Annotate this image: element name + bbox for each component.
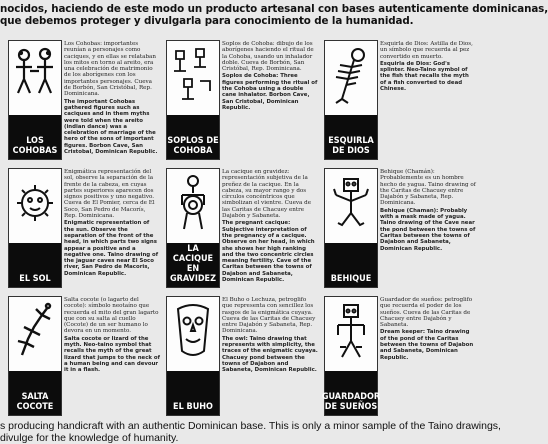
card-label: EL SOL: [9, 243, 61, 287]
card-el-sol: [5, 168, 161, 296]
card-image: [166, 168, 220, 288]
three-figures-drawing-icon: [170, 45, 216, 107]
card-text-en: Dream keeper: Taino drawing of the pond of the Caritas between the towns of Dajabon and Sabaneta, Dominican Republic.: [380, 329, 474, 361]
card-esquirla-de-dios: [321, 40, 477, 168]
pregnant-figure-icon: [170, 173, 216, 235]
card-text: [380, 297, 476, 423]
card-text-en: Esquirla de Dios: God's splinter. Neo-Taino symbol of the fish that recalls the myth of a fish converted to dead Chinese.: [380, 60, 469, 93]
card-label: EL BUHO: [167, 371, 219, 415]
header-line-1: nocidos, haciendo de este modo un producto artesanal con bases autenticamente dominicanas,: [0, 3, 548, 15]
card-label: SALTA COCOTE: [9, 371, 61, 415]
card-label: ESQUIRLA DE DIOS: [325, 115, 377, 159]
card-image: [166, 40, 220, 160]
card-text-en: Soplos de Cohoba: Three figures performing the ritual of the Cohoba using a double cane inhalator. Borbon Cave, San Cristobal, Dominican Republic.: [222, 73, 318, 111]
card-text-es: El Buho o Lechuza, petroglifo que representa con sencillez los rasgos de la enigmática cuyaya. Cueva de las Caritas de Chacuey entre Dajabón y Sabaneta, Rep. Dominicana.: [222, 297, 316, 335]
card-text: [64, 41, 160, 167]
card-guardador: [321, 296, 477, 424]
card-image: [8, 296, 62, 416]
card-text: [64, 169, 160, 295]
card-image: [324, 168, 378, 288]
card-label: LA CACIQUE EN GRAVIDEZ: [167, 243, 219, 287]
footer-line-2: divulge for the knowledge of humanity.: [0, 432, 179, 444]
sun-face-icon: [12, 173, 58, 235]
card-behique: [321, 168, 477, 296]
card-image: [321, 296, 381, 416]
card-text-en: Salta cocote or lizard of the myth. Neo-taino symbol that recalls the myth of the great lizard that jumps to the neck of a human being and can devour it in a flash.: [64, 335, 160, 374]
card-text: [380, 41, 476, 167]
card-text-es: Salta cocote (o lagarto del cocote): símbolo neotaíno que recuerda el mito del gran lagarto que con su salta al cuello (Cocote) de un ser humano lo devora en un momento.: [64, 297, 159, 335]
header: [0, 0, 548, 40]
header-line-2: que debemos proteger y divulgarla para conocimiento de la humanidad.: [0, 15, 414, 27]
card-text-en: Enigmatic representation of the sun. Observe the separation of the front of the head, in which parts two signs appear a positive and a negative one. Taino drawing of the jaguar caves near El Soco river, San Pedro de Macoris, Dominican Republic.: [64, 220, 159, 277]
card-text: [222, 297, 318, 423]
card-label: LOS COHOBAS: [9, 115, 61, 159]
fish-skeleton-icon: [328, 45, 374, 107]
card-text-es: Esquirla de Dios: Astilla de Dios, un símbolo que recuerda al pez convertido en muerto.: [380, 41, 473, 60]
lizard-icon: [12, 301, 58, 363]
card-text: [64, 297, 160, 423]
card-text-en: The important Cohobas gathered figures such as caciques and in them myths were told when the areito (indian dance) was a celebration of marriage of the hero of the sons of important figures. Borbon Cave, San Cristobal, Dominican Republic.: [64, 98, 158, 156]
card-text-es: Enigmática representación del sol, observe la separación de la frente de la cabeza, en cuyas partes superiores aparecen dos signos positivos y uno negativo. Cueva de El Pomier, cerca de El Soco, San Pedro de Macorís, Rep. Dominicana.: [64, 169, 155, 220]
card-image: [8, 168, 62, 288]
card-text-es: Soplos de Cohoba: dibujo de los aborígenes haciendo el ritual de la Cohoba, usando un inhalador doble. Cueva de Borbón, San Cristóbal, Rep. Dominicana.: [222, 41, 314, 73]
card-label: BEHIQUE: [325, 243, 377, 287]
card-image: [324, 40, 378, 160]
card-los-cohobas: [5, 40, 161, 168]
dream-keeper-icon: [328, 301, 374, 363]
card-label: SOPLOS DE COHOBA: [167, 115, 219, 159]
card-text-es: Guardador de sueños: petroglifo que recuerda el poder de los sueños. Cueva de las Caritas de Chacuey entre Dajabón y Sabaneta.: [380, 297, 473, 329]
card-image: [166, 296, 220, 416]
card-el-buho: [163, 296, 319, 424]
card-label: GUARDADOR DE SUEÑOS: [325, 371, 377, 415]
shaman-figure-icon: [328, 173, 374, 235]
owl-icon: [170, 301, 216, 363]
card-image: [8, 40, 62, 160]
card-text-es: Los Cohobas: importantes reunían a personajes como caciques, y en ellas se relataban los mitos en torno al areito, era una celebración de matrimonio de los aborígenes con los importantes personajes. Cueva de Borbón, San Cristóbal, Rep. Dominicana.: [64, 41, 156, 98]
card-text-en: The pregnant cacique: Subjective interpretation of the pregnancy of a cacique. Observe on her head, in which she shows her high ranking and the two concentric circles meaning fertility. Cave of the Caritas between the towns of Dajabon and Sabaneta, Dominican Republic.: [222, 220, 315, 284]
card-text: [222, 41, 318, 167]
card-text: [222, 169, 318, 295]
card-salta-cocote: [5, 296, 161, 424]
card-text-en: The owl: Taino drawing that represents with simplicity, the traces of the enigmatic cuyaya. Chacuey pond between the towns of Dajabon and Sabaneta, Dominican Republic.: [222, 335, 318, 374]
footer-line-1: s producing handicraft with an authentic Dominican base. This is only a minor sample of the Taino drawings,: [0, 420, 501, 432]
card-text-es: Behique (Chamán): Probablemente es un hombre hecho de yagua. Taino drawing of the Caritas de Chacuey entre Dajabón y Sabaneta, Rep. Dominicana.: [380, 169, 476, 207]
card-text-es: La cacique en gravidez: representación subjetiva de la preñez de la cacique. En la cabeza, su mayor rango y dos círculos concéntricos que simbolizan el vientre. Cueva de las Caritas de Chacuey entre Dajabón y Sabaneta.: [222, 169, 312, 220]
two-figures-drawing-icon: [12, 45, 58, 107]
card-soplos-de-cohoba: [163, 40, 319, 168]
card-text-en: Behique (Chaman): Probably with a mask made of yagua. Taino drawing of the Cave near the pond between the towns of Caritas between the towns of Dajabon and Sabaneta, Dominican Republic.: [380, 207, 476, 252]
card-text: [380, 169, 476, 295]
card-la-cacique: [163, 168, 319, 296]
